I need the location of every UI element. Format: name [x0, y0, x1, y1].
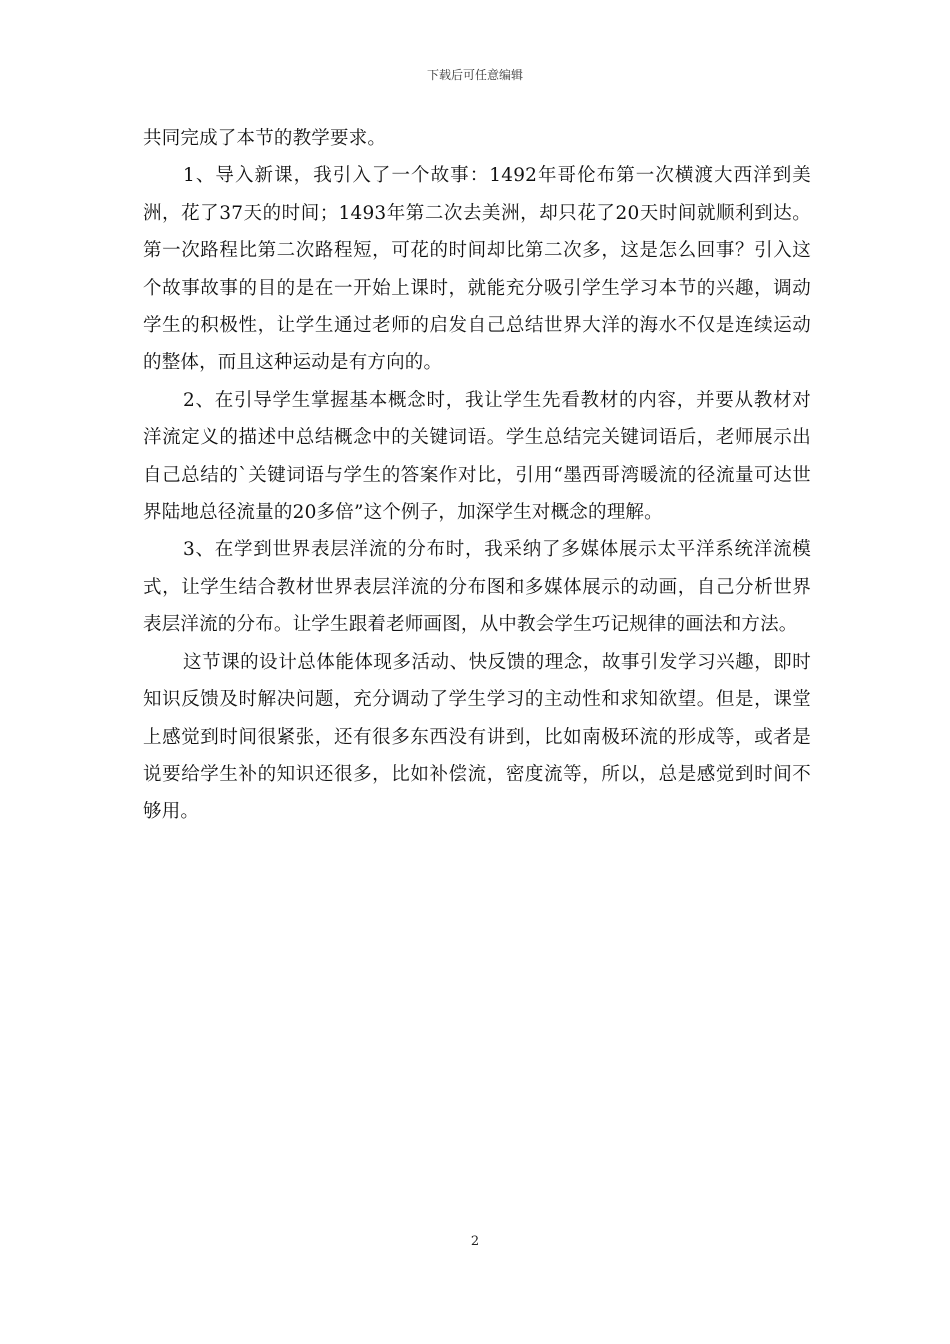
page-number: 2	[470, 1234, 480, 1249]
paragraph-point-2: 2、在引导学生掌握基本概念时，我让学生先看教材的内容，并要从教材对洋流定义的描述中总结概念中的关键词语。学生总结完关键词语后，老师展示出自己总结的`关键词语与学生的答案作对比，引用“墨西哥湾暖流的径流量可达世界陆地总径流量的20多倍”这个例子，加深学生对概念的理解。	[143, 389, 811, 524]
paragraph-summary: 这节课的设计总体能体现多活动、快反馈的理念，故事引发学习兴趣，即时知识反馈及时解决问题，充分调动了学生学习的主动性和求知欲望。但是，课堂上感觉到时间很紧张，还有很多东西没有讲到，比如南极环流的形成等，或者是说要给学生补的知识还很多，比如补偿流，密度流等，所以，总是感觉到时间不够用。	[143, 651, 811, 823]
paragraph-continuation: 共同完成了本节的教学要求。	[143, 128, 387, 149]
page-header: 下载后可任意编辑	[426, 68, 523, 82]
paragraph-point-3: 3、在学到世界表层洋流的分布时，我采纳了多媒体展示太平洋系统洋流模式，让学生结合教材世界表层洋流的分布图和多媒体展示的动画，自己分析世界表层洋流的分布。让学生跟着老师画图，从中教会学生巧记规律的画法和方法。	[143, 539, 811, 636]
paragraph-point-1: 1、导入新课，我引入了一个故事：1492年哥伦布第一次横渡大西洋到美洲，花了37天的时间；1493年第二次去美洲，却只花了20天时间就顺利到达。第一次路程比第二次路程短，可花的时间却比第二次多，这是怎么回事？引入这个故事故事的目的是在一开始上课时，就能充分吸引学生学习本节的兴趣，调动学生的积极性，让学生通过老师的启发自己总结世界大洋的海水不仅是连续运动的整体，而且这种运动是有方向的。	[143, 165, 811, 374]
document-body	[143, 120, 811, 831]
